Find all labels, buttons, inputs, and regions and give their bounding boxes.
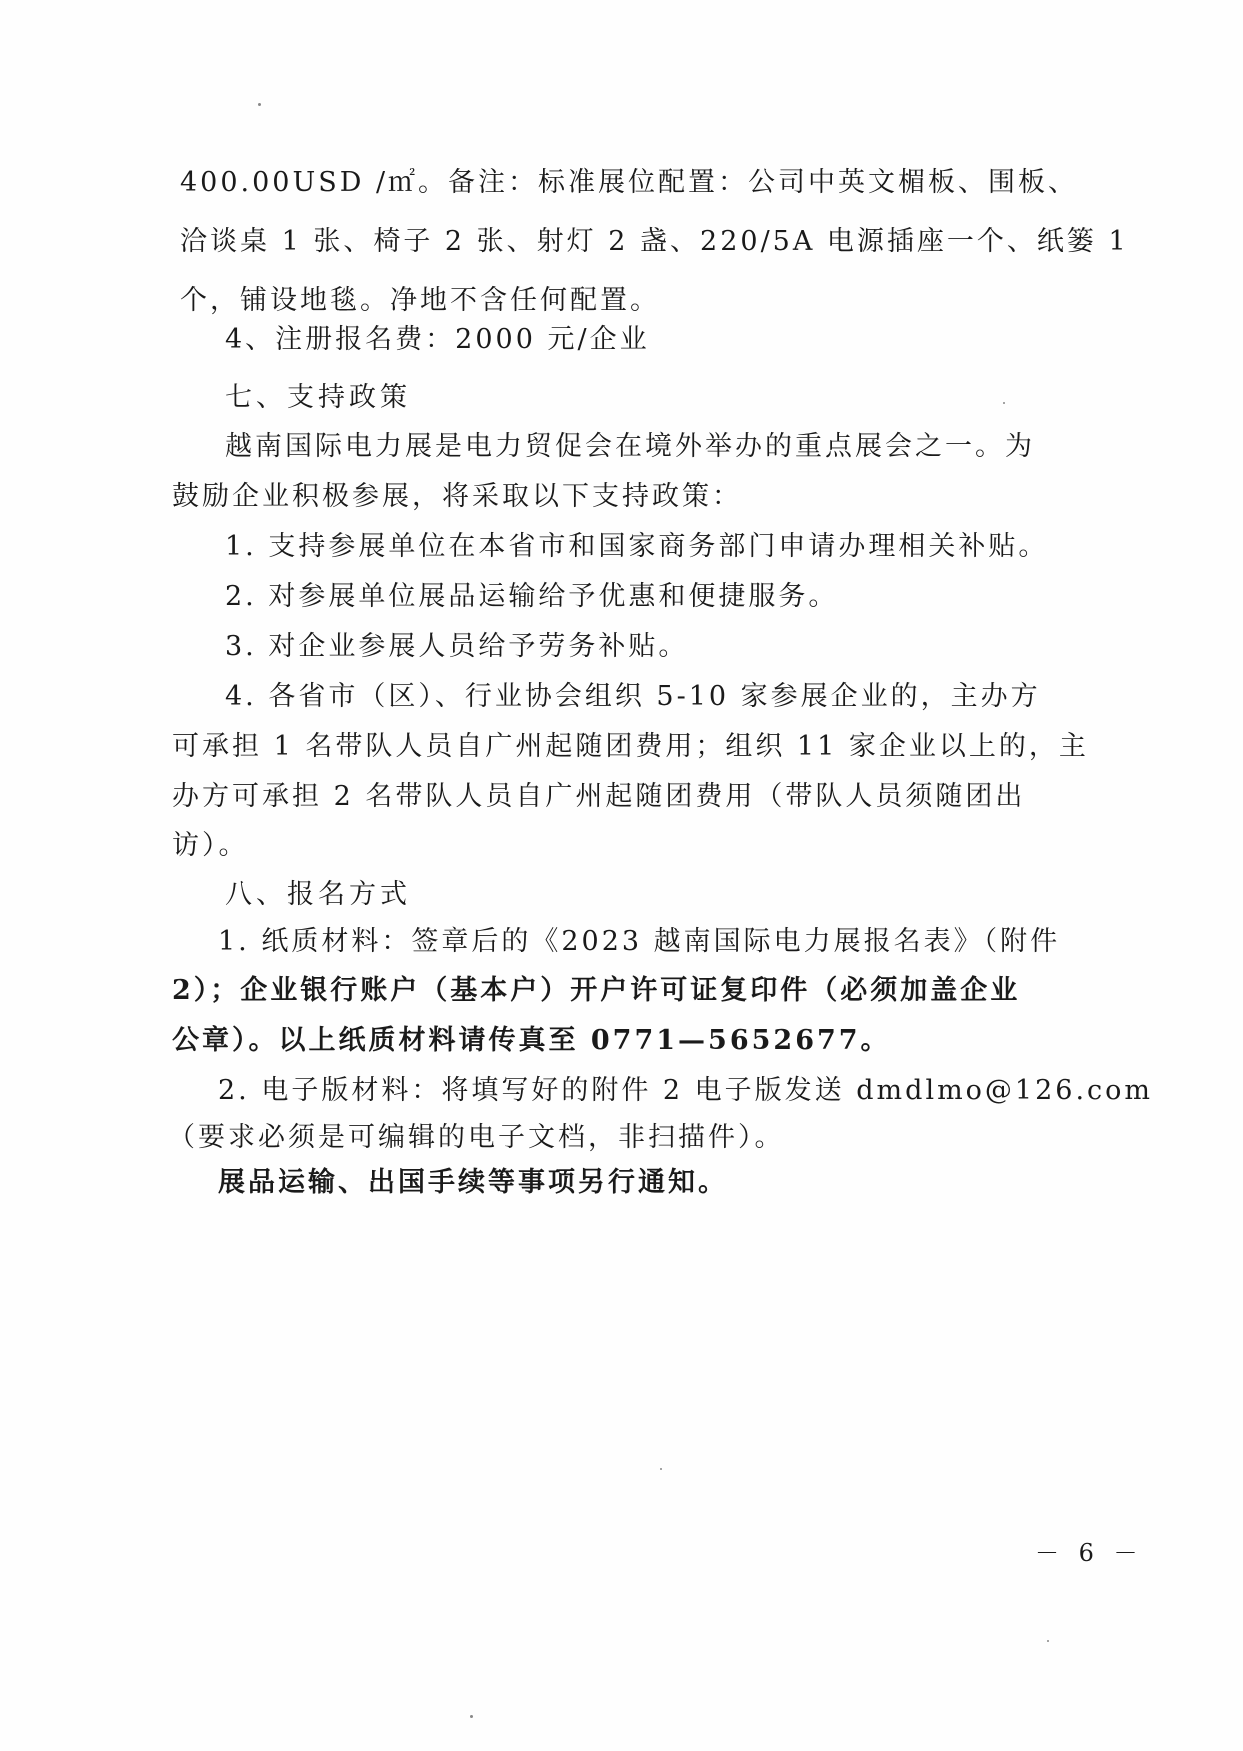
scan-speck (1003, 402, 1005, 404)
text-line-4: 4、注册报名费：2000 元/企业 (225, 324, 650, 355)
text-line-2: 洽谈桌 1 张、椅子 2 张、射灯 2 盏、220/5A 电源插座一个、纸篓 1 (180, 226, 1129, 257)
text-line-14: 访）。 (172, 830, 249, 861)
text-line-7: 鼓励企业积极参展，将采取以下支持政策： (172, 481, 742, 512)
page-number: － 6 － (1035, 1539, 1144, 1567)
text-line-8: 1. 支持参展单位在本省市和国家商务部门申请办理相关补贴。 (225, 531, 1049, 562)
text-line-16: 1. 纸质材料：签章后的《2023 越南国际电力展报名表》（附件 (218, 926, 1061, 957)
text-line-18: 公章）。以上纸质材料请传真至 0771—5652677。 (172, 1025, 891, 1056)
section-heading-8: 八、报名方式 (225, 879, 411, 910)
scan-speck (470, 1715, 473, 1718)
text-line-10: 3. 对企业参展人员给予劳务补贴。 (225, 631, 689, 662)
scan-speck (1047, 1640, 1049, 1642)
text-line-12: 可承担 1 名带队人员自广州起随团费用；组织 11 家企业以上的，主 (172, 731, 1089, 762)
text-line-20: （要求必须是可编辑的电子文档，非扫描件）。 (168, 1122, 785, 1153)
scan-speck (660, 1468, 662, 1470)
scan-speck (258, 103, 261, 106)
text-line-11: 4. 各省市（区）、行业协会组织 5-10 家参展企业的，主办方 (225, 681, 1041, 712)
text-line-13: 办方可承担 2 名带队人员自广州起随团费用（带队人员须随团出 (172, 781, 1026, 812)
section-heading-7: 七、支持政策 (225, 382, 411, 413)
text-line-3: 个，铺设地毯。净地不含任何配置。 (180, 285, 660, 316)
text-line-6: 越南国际电力展是电力贸促会在境外举办的重点展会之一。为 (225, 431, 1035, 462)
text-line-19: 2. 电子版材料：将填写好的附件 2 电子版发送 dmdlmo@126.com (218, 1075, 1154, 1106)
text-line-21: 展品运输、出国手续等事项另行通知。 (218, 1167, 728, 1198)
text-line-17: 2）；企业银行账户（基本户）开户许可证复印件（必须加盖企业 (172, 975, 1021, 1006)
text-line-9: 2. 对参展单位展品运输给予优惠和便捷服务。 (225, 581, 839, 612)
text-line-1: 400.00USD /㎡。备注：标准展位配置：公司中英文楣板、围板、 (180, 167, 1079, 198)
